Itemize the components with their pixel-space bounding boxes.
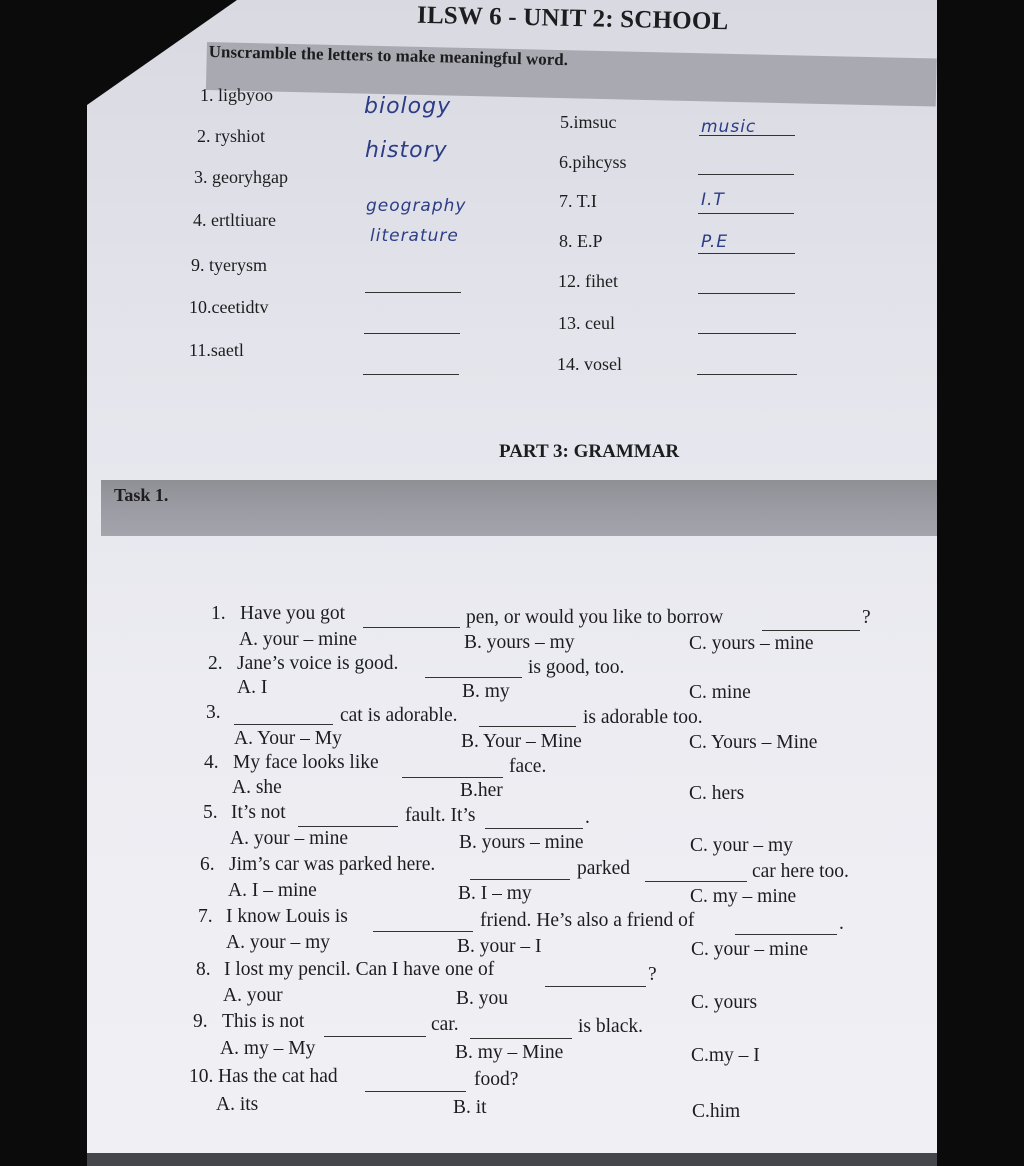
- question-text: car.: [431, 1014, 459, 1035]
- question-text: Jane’s voice is good.: [237, 653, 399, 674]
- option-a: A. your – mine: [239, 629, 358, 650]
- question-text: face.: [509, 756, 547, 777]
- question-blank: [762, 630, 860, 631]
- option-c: C. your – mine: [691, 939, 808, 960]
- answer-blank: [363, 374, 459, 375]
- option-b: B. I – my: [458, 883, 532, 904]
- handwritten-answer: literature: [370, 226, 459, 246]
- option-a: A. I: [237, 677, 268, 698]
- unscramble-item: 14. vosel: [557, 354, 622, 374]
- option-c: C. my – mine: [690, 886, 797, 907]
- question-text: food?: [474, 1069, 519, 1090]
- unscramble-item: 12. fihet: [558, 271, 618, 291]
- question-text: Has the cat had: [218, 1066, 338, 1087]
- option-c: C.him: [692, 1101, 741, 1122]
- question-text: fault. It’s: [405, 805, 476, 826]
- option-a: A. your – my: [226, 932, 330, 953]
- option-b: B. Your – Mine: [461, 731, 582, 752]
- question-number: 4.: [204, 752, 219, 773]
- unscramble-item: 6.pihcyss: [559, 152, 627, 172]
- handwritten-answer: geography: [366, 196, 467, 216]
- unscramble-item: 10.ceetidtv: [189, 297, 269, 317]
- question-blank: [234, 724, 333, 725]
- question-blank: [373, 931, 473, 932]
- option-c: C. yours: [691, 992, 758, 1013]
- option-b: B.her: [460, 780, 503, 801]
- option-b: B. yours – mine: [459, 832, 584, 853]
- option-b: B. yours – my: [464, 632, 575, 653]
- question-number: 9.: [193, 1011, 208, 1032]
- unscramble-item: 3. georyhgap: [194, 167, 288, 187]
- unscramble-item: 4. ertltiuare: [193, 210, 276, 230]
- question-blank: [470, 1038, 572, 1039]
- question-text: It’s not: [231, 802, 286, 823]
- unscramble-item: 8. E.P: [559, 231, 603, 251]
- question-blank: [485, 828, 583, 829]
- question-text: I know Louis is: [226, 906, 348, 927]
- answer-blank: [698, 213, 794, 214]
- option-b: B. my – Mine: [455, 1042, 564, 1063]
- option-a: A. she: [232, 777, 282, 798]
- unscramble-item: 5.imsuc: [560, 112, 617, 132]
- question-number: 3.: [206, 702, 221, 723]
- unscramble-item: 2. ryshiot: [197, 126, 266, 146]
- answer-blank: [364, 333, 460, 334]
- question-blank: [365, 1091, 466, 1092]
- answer-blank: [698, 333, 796, 334]
- question-text: Jim’s car was parked here.: [229, 854, 436, 875]
- unscramble-item: 1. ligbyoo: [200, 85, 274, 105]
- question-text: ?: [862, 607, 871, 628]
- question-text: I lost my pencil. Can I have one of: [224, 959, 495, 980]
- question-text: pen, or would you like to borrow: [466, 607, 724, 628]
- option-a: A. your: [223, 985, 283, 1006]
- task-band: [101, 480, 937, 536]
- answer-blank: [699, 135, 795, 136]
- question-number: 7.: [198, 906, 213, 927]
- page-title: ILSW 6 - UNIT 2: SCHOOL: [416, 1, 729, 36]
- question-number: 10.: [189, 1066, 214, 1087]
- option-c: C. Yours – Mine: [689, 732, 818, 753]
- answer-blank: [698, 293, 795, 294]
- task-label: Task 1.: [114, 485, 169, 505]
- answer-blank: [697, 374, 797, 375]
- answer-blank: [698, 174, 794, 175]
- question-text: .: [585, 807, 590, 828]
- question-number: 5.: [203, 802, 218, 823]
- question-text: My face looks like: [233, 752, 379, 773]
- question-text: parked: [577, 858, 631, 879]
- unscramble-item: 9. tyerysm: [191, 255, 267, 275]
- question-text: This is not: [222, 1011, 305, 1032]
- handwritten-answer: biology: [364, 94, 452, 119]
- question-blank: [363, 627, 460, 628]
- question-blank: [645, 881, 747, 882]
- option-c: C.my – I: [691, 1045, 760, 1066]
- option-a: A. Your – My: [234, 728, 342, 749]
- option-b: B. my: [462, 681, 510, 702]
- question-text: ?: [648, 964, 657, 985]
- option-b: B. you: [456, 988, 509, 1009]
- option-c: C. your – my: [690, 835, 793, 856]
- option-a: A. its: [216, 1094, 259, 1115]
- instruction-text: Unscramble the letters to make meaningful word.: [208, 42, 569, 70]
- option-a: A. your – mine: [230, 828, 349, 849]
- option-a: A. my – My: [220, 1038, 316, 1059]
- answer-blank: [365, 292, 461, 293]
- question-number: 6.: [200, 854, 215, 875]
- option-a: A. I – mine: [228, 880, 317, 901]
- question-text: is good, too.: [528, 657, 625, 678]
- question-text: is black.: [578, 1016, 643, 1037]
- unscramble-item: 11.saetl: [189, 340, 244, 360]
- question-number: 1.: [211, 603, 226, 624]
- question-blank: [425, 677, 522, 678]
- handwritten-answer: P.E: [701, 232, 729, 252]
- option-b: B. it: [453, 1097, 487, 1118]
- worksheet-page: [87, 0, 937, 1166]
- answer-blank: [698, 253, 795, 254]
- question-blank: [735, 934, 837, 935]
- question-number: 2.: [208, 653, 223, 674]
- question-blank: [402, 777, 503, 778]
- question-text: car here too.: [752, 861, 849, 882]
- next-section-band: [87, 1153, 937, 1166]
- option-c: C. mine: [689, 682, 751, 703]
- unscramble-item: 13. ceul: [558, 313, 615, 333]
- question-blank: [324, 1036, 426, 1037]
- handwritten-answer: I.T: [701, 190, 725, 210]
- option-b: B. your – I: [457, 936, 542, 957]
- question-text: .: [839, 913, 844, 934]
- question-text: cat is adorable.: [340, 705, 458, 726]
- question-text: Have you got: [240, 603, 346, 624]
- question-blank: [545, 986, 646, 987]
- option-c: C. hers: [689, 783, 745, 804]
- question-text: is adorable too.: [583, 707, 703, 728]
- question-blank: [470, 879, 570, 880]
- section-heading: PART 3: GRAMMAR: [499, 441, 680, 462]
- question-blank: [479, 726, 576, 727]
- question-text: friend. He’s also a friend of: [480, 910, 695, 931]
- question-number: 8.: [196, 959, 211, 980]
- question-blank: [298, 826, 398, 827]
- option-c: C. yours – mine: [689, 633, 814, 654]
- handwritten-answer: history: [365, 138, 448, 163]
- unscramble-item: 7. T.I: [559, 191, 597, 211]
- handwritten-answer: music: [701, 117, 757, 137]
